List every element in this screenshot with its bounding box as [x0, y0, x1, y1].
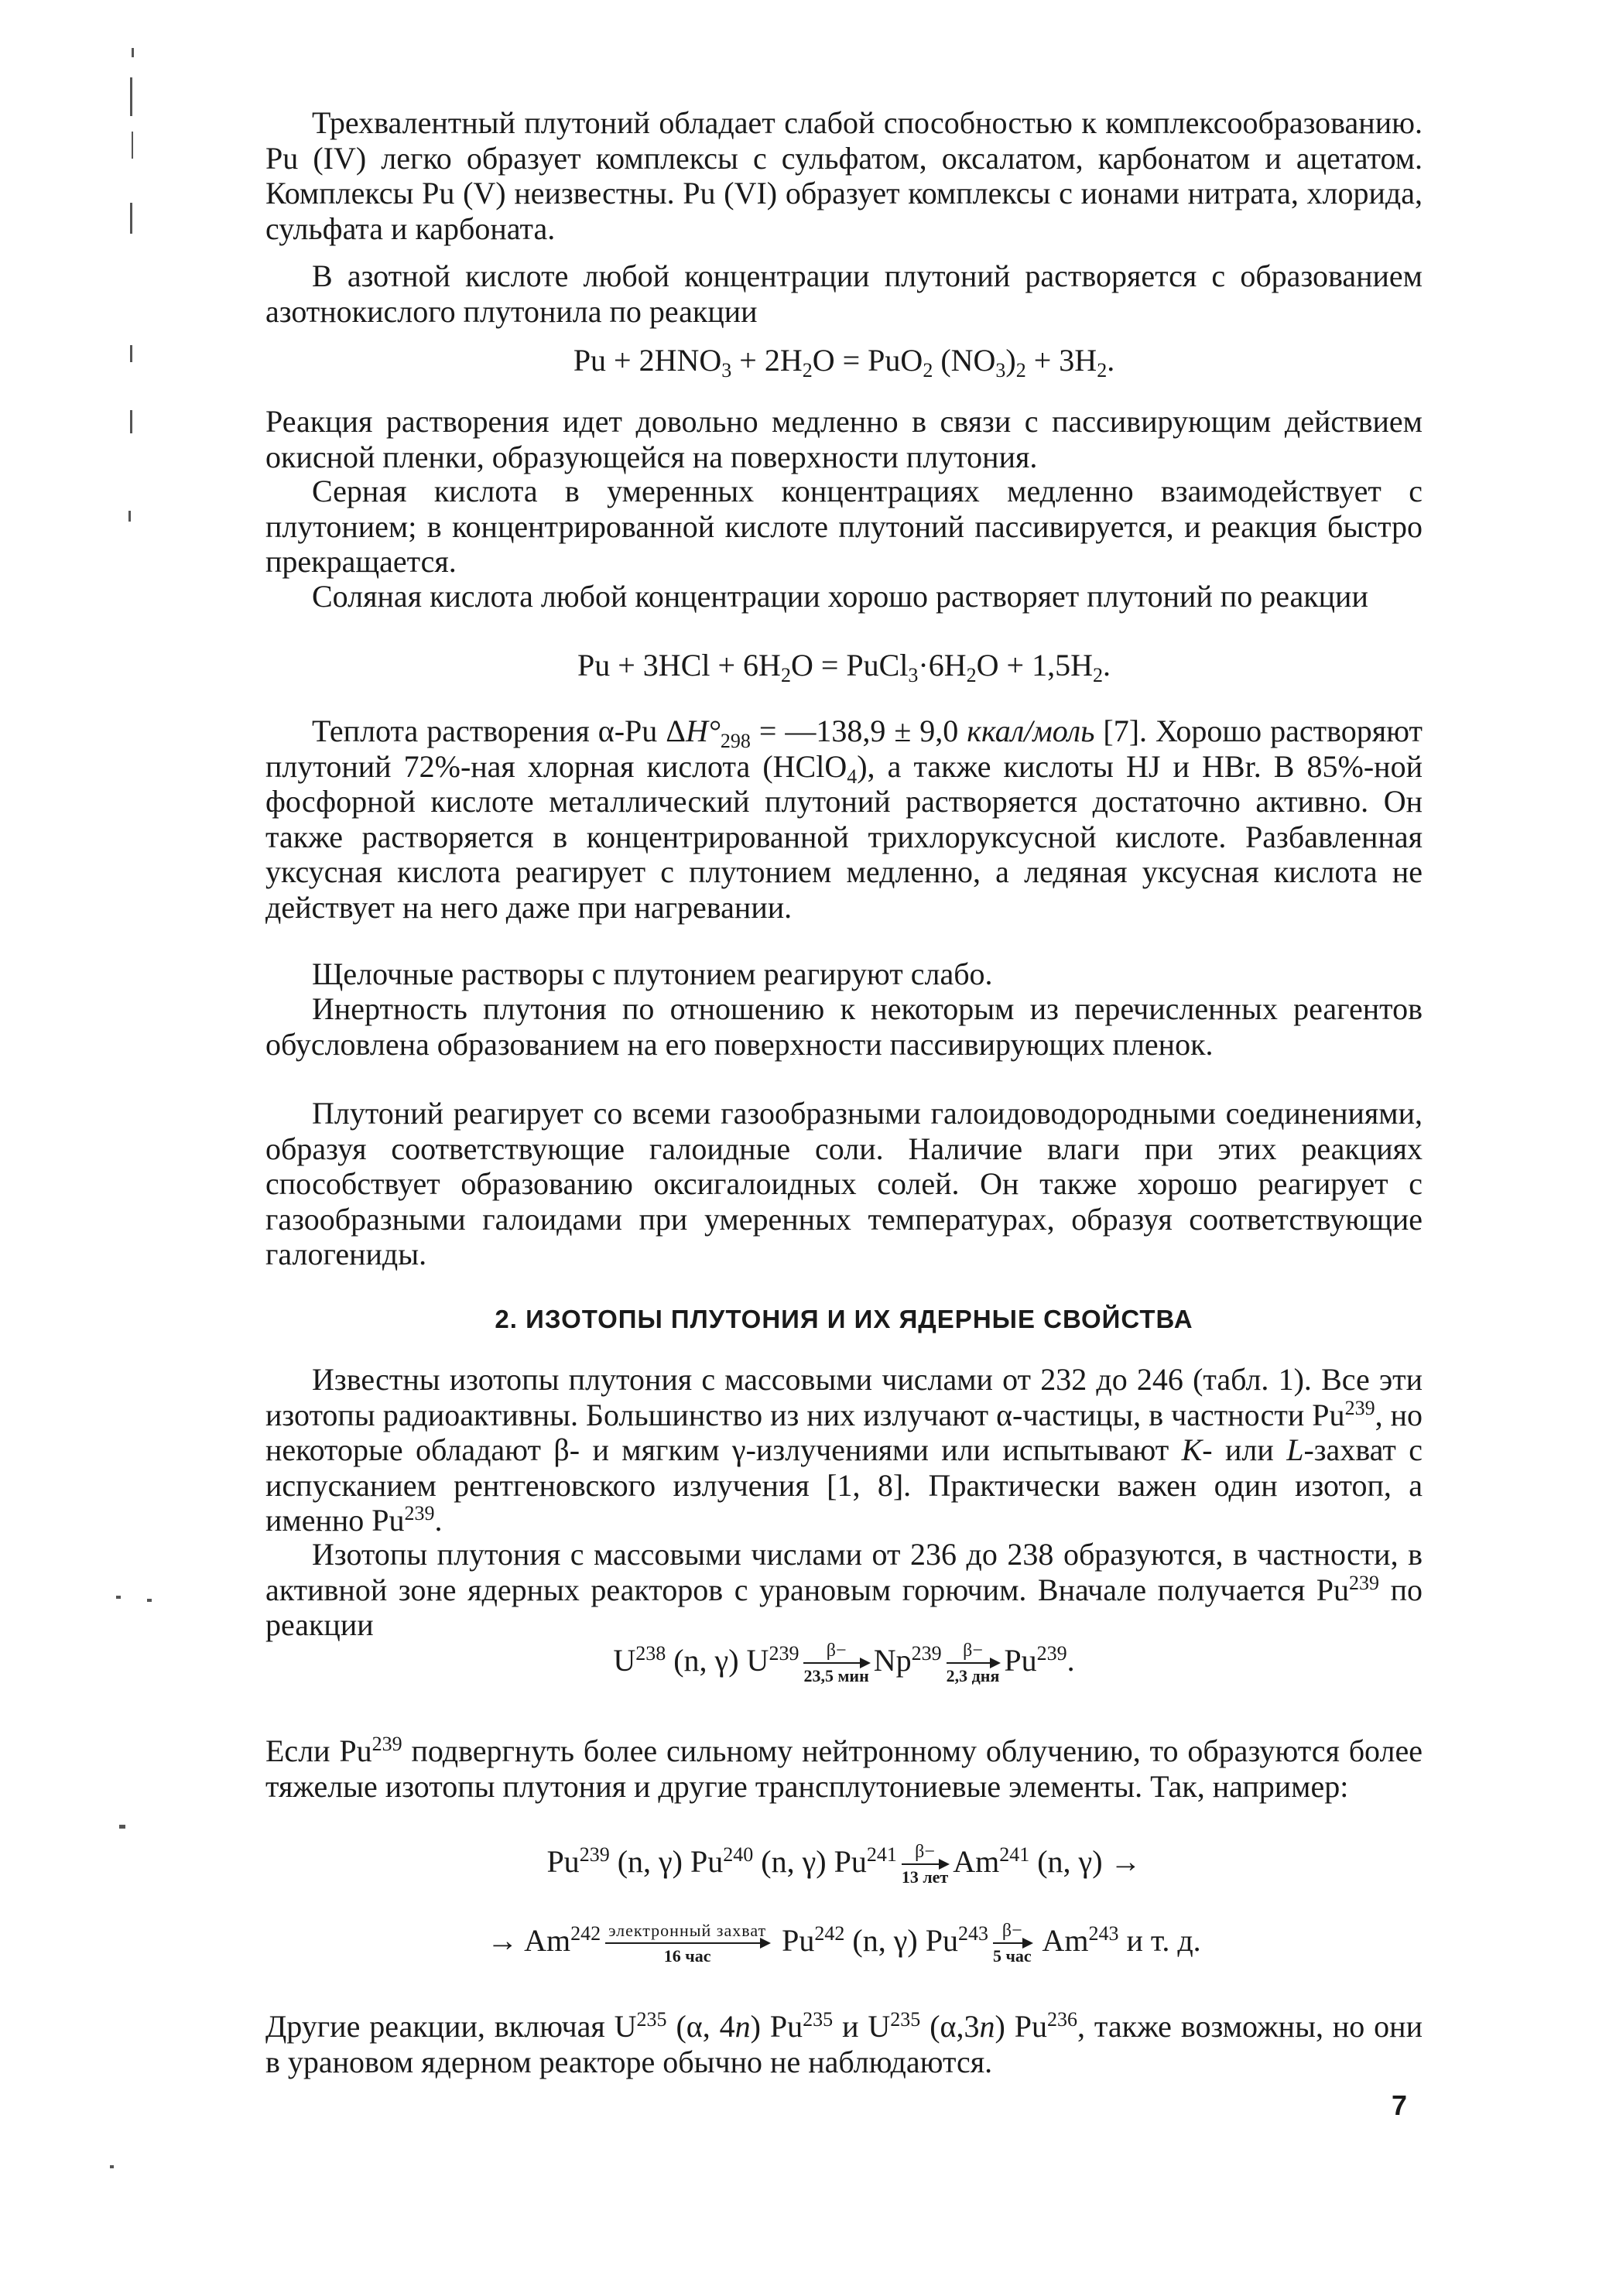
paragraph-5: Соляная кислота любой концентрации хорошо растворяет плутоний по реакции: [312, 579, 1368, 614]
section-heading: 2. ИЗОТОПЫ ПЛУТОНИЯ И ИХ ЯДЕРНЫЕ СВОЙСТВА: [495, 1305, 1193, 1333]
beta-decay-arrow: β− 23,5 мин: [803, 1641, 869, 1685]
equation-nitric-acid: $Pu + 2HNO_3 + 2H_2O = PuO_2$ $(NO_3)_2 + 3H_2$.: [573, 343, 1115, 382]
paragraph-13: Другие реакции, включая $U^{235}$ (α, 4n) Pu$^{235}$ и $U^{235}$ (α,3n) Pu$^{236}$, также возможны, но они в урановом ядерном реакторе обычно не наблюдаются.: [265, 2008, 1423, 2079]
beta-decay-arrow: β− 13 лет: [901, 1842, 949, 1887]
electron-capture-arrow: электронный захват 16 час: [605, 1921, 769, 1967]
paragraph-3: Реакция растворения идет довольно медленно в связи с пассивирующим действием окисной пленки, образующейся на поверхности плутония.: [265, 404, 1423, 474]
equation-transplutonium-2: → $Am^{242}$ электронный захват 16 час Pu$^{242}$ (n, γ) Pu$^{243}$ β− 5 час Am$^{243}$ и т. д.: [487, 1921, 1201, 1966]
equation-transplutonium-1: Pu$^{239}$ (n, γ) Pu$^{240}$ (n, γ) Pu$^{241}$ β− 13 лет Am$^{241}$ (n, γ) →: [546, 1842, 1142, 1887]
paragraph-7: Щелочные растворы с плутонием реагируют слабо.: [312, 956, 993, 991]
paragraph-10: Известны изотопы плутония с массовыми числами от 232 до 246 (табл. 1). Все эти изотопы радиоактивны. Большинство из них излучают α-частицы, в частности Pu$^{239}$, но некоторые обладают β- и мягким γ-излучениями или испытывают K- или L-захват с испусканием рентгеновского излучения [1, 8]. Практически важен один изотоп, а именно Pu$^{239}$.: [265, 1362, 1423, 1538]
beta-decay-arrow: β− 2,3 дня: [946, 1641, 1000, 1685]
paragraph-9: Плутоний реагирует со всеми газообразными галоидоводородными соединениями, образуя соответствующие галоидные соли. Наличие влаги при этих реакциях способствует образованию оксигалоидных солей. Он также хорошо реагирует с газообразными галоидами при умеренных температурах, образуя соответствующие галогениды.: [265, 1096, 1423, 1272]
paragraph-11: Изотопы плутония с массовыми числами от 236 до 238 образуются, в частности, в активной зоне ядерных реакторов с урановым горючим. Вначале получается Pu$^{239}$ по реакции: [265, 1537, 1423, 1643]
equation-uranium-capture: $U^{238}$ (n, γ) $U^{239}$ β− 23,5 мин Np$^{239}$ β− 2,3 дня Pu$^{239}$.: [613, 1641, 1075, 1685]
paragraph-1: Трехвалентный плутоний обладает слабой способностью к комплексообразованию. Pu (IV) легко образует комплексы с сульфатом, оксалатом, карбонатом и ацетатом. Комплексы Pu (V) неизвестны. Pu (VI) образует комплексы с ионами нитрата, хлорида, сульфата и карбоната.: [265, 105, 1423, 246]
paragraph-12: Если Pu$^{239}$ подвергнуть более сильному нейтронному облучению, то образуются более тяжелые изотопы плутония и другие трансплутониевые элементы. Так, например:: [265, 1733, 1423, 1804]
paragraph-2: В азотной кислоте любой концентрации плутоний растворяется с образованием азотнокислого плутонила по реакции: [265, 258, 1423, 329]
equation-hydrochloric-acid: $Pu + 3HCl + 6H_2O$ = $PuCl_3\cdot 6H_2O + 1,5H_2$.: [577, 648, 1111, 686]
paragraph-4: Серная кислота в умеренных концентрациях медленно взаимодействует с плутонием; в концентрированной кислоте плутоний пассивируется, и реакция быстро прекращается.: [265, 474, 1423, 580]
scan-margin-marks: [0, 0, 155, 2296]
page-number: 7: [1392, 2089, 1408, 2121]
paragraph-8: Инертность плутония по отношению к некоторым из перечисленных реагентов обусловлена образованием на его поверхности пассивирующих пленок.: [265, 991, 1423, 1062]
beta-decay-arrow: β− 5 час: [992, 1921, 1032, 1966]
paragraph-6: Теплота растворения α-Pu $\Delta H^\circ_{298}$ = —138,9 ± 9,0 ккал/моль [7]. Хорошо растворяют плутоний 72%-ная хлорная кислота (HClO$_4$), а также кислоты HJ и HBr. В 85%-ной фосфорной кислоте металлический плутоний растворяется достаточно активно. Он также растворяется в концентрированной трихлоруксусной кислоте. Разбавленная уксусная кислота реагирует с плутонием медленно, а ледяная уксусная кислота не действует на него даже при нагревании.: [265, 713, 1423, 925]
